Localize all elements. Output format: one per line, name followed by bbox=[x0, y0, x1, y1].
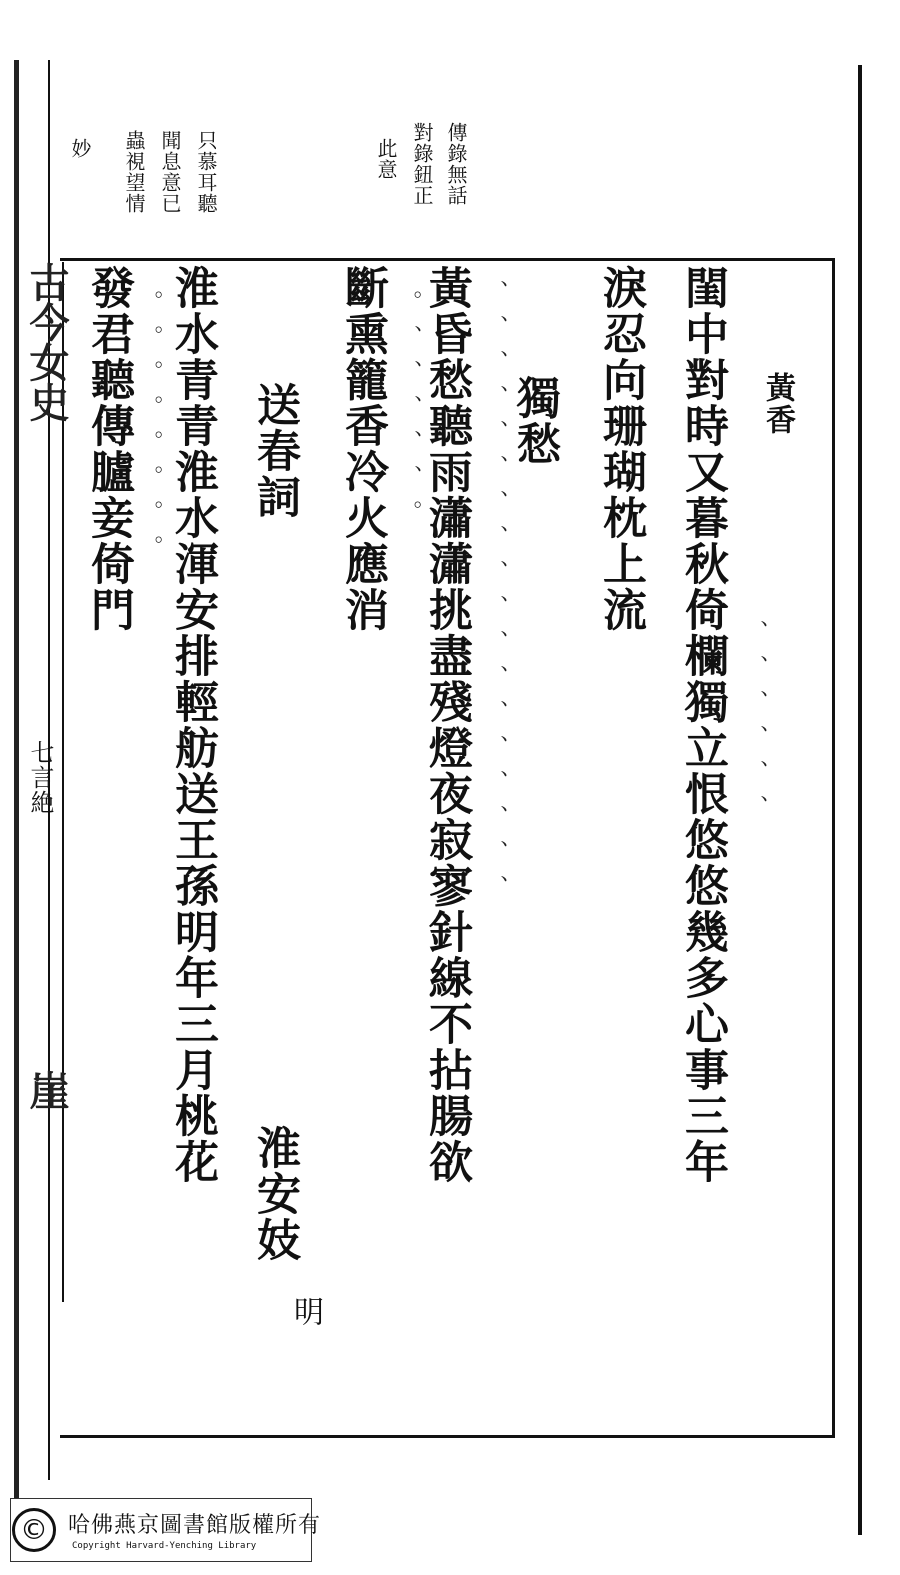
emphasis-marks: 、、、、、、、、、、、、、、、、、、 bbox=[483, 280, 508, 921]
commentary-note: 只慕耳聽 bbox=[194, 130, 218, 214]
poem-dynasty: 明 bbox=[288, 1296, 323, 1328]
commentary-note: 對錄鈕正 bbox=[410, 122, 434, 206]
stamp-chinese: 哈佛燕京圖書館版權所有 bbox=[68, 1513, 322, 1538]
emphasis-marks: 。。。。。。。。 bbox=[138, 290, 163, 581]
poem-line: 發君聽傳臚妾倚門 bbox=[83, 265, 134, 633]
emphasis-marks: 、、、、、、 bbox=[743, 620, 768, 841]
frame-bottom-rule bbox=[60, 1435, 835, 1438]
poem-line: 閨中對時又暮秋倚欄獨立恨悠悠幾多心事三年 bbox=[677, 265, 728, 1185]
poem-line: 淚忍向珊瑚枕上流 bbox=[595, 265, 646, 633]
commentary-note: 傳錄無話 bbox=[444, 122, 468, 206]
book-title: 古今女史 bbox=[23, 262, 70, 422]
outer-border bbox=[858, 65, 862, 1535]
stamp-english: Copyright Harvard-Yenching Library bbox=[72, 1541, 257, 1551]
copyright-icon: © bbox=[12, 1508, 56, 1552]
page-marker: 崖 bbox=[23, 1070, 70, 1110]
poem-title: 送春詞 bbox=[249, 382, 300, 520]
poem-line: 淮水青青淮水渾安排輕舫送王孫明年三月桃花 bbox=[167, 265, 218, 1185]
commentary-note: 蟲視望情 bbox=[122, 130, 146, 214]
poem-line: 黃昏愁聽雨瀟瀟挑盡殘燈夜寂寥針線不拈腸欲 bbox=[421, 265, 472, 1185]
frame-top-rule bbox=[60, 258, 835, 261]
commentary-note: 此意 bbox=[374, 138, 398, 180]
section-label: 七言絶 bbox=[26, 740, 54, 815]
commentary-note: 聞息意已 bbox=[158, 130, 182, 214]
commentary-note: 妙 bbox=[68, 138, 92, 159]
emphasis-marks: 。、、、、、。 bbox=[397, 290, 422, 546]
poem-author: 淮安妓 bbox=[249, 1125, 300, 1263]
frame-right-rule bbox=[832, 258, 835, 1438]
poem-line: 斷熏籠香冷火應消 bbox=[337, 265, 388, 633]
poem-title: 獨愁 bbox=[509, 375, 560, 467]
poem-title: 黃香 bbox=[760, 372, 795, 436]
